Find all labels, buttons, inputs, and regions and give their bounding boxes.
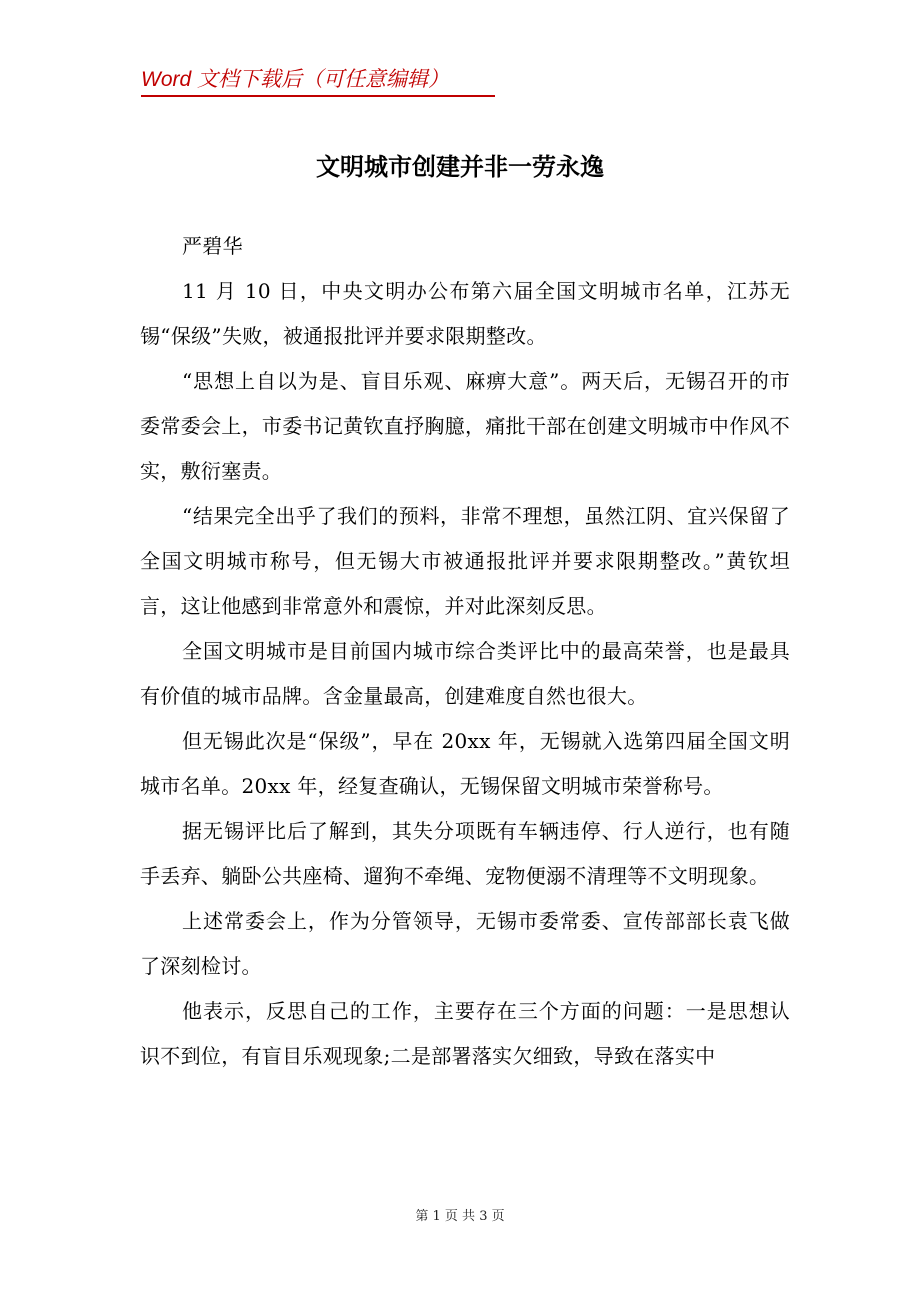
document-title: 文明城市创建并非一劳永逸	[316, 152, 604, 181]
document-body	[140, 224, 790, 1079]
paragraph: 全国文明城市是目前国内城市综合类评比中的最高荣誉，也是最具有价值的城市品牌。含金量最高，创建难度自然也很大。	[140, 639, 790, 708]
paragraph: “思想上自以为是、盲目乐观、麻痹大意”。两天后，无锡召开的市委常委会上，市委书记黄钦直抒胸臆，痛批干部在创建文明城市中作风不实，敷衍塞责。	[140, 369, 790, 483]
paragraph: 他表示，反思自己的工作，主要存在三个方面的问题：一是思想认识不到位，有盲目乐观现象;二是部署落实欠细致，导致在落实中	[140, 999, 790, 1068]
paragraph: “结果完全出乎了我们的预料，非常不理想，虽然江阴、宜兴保留了全国文明城市称号，但无锡大市被通报批评并要求限期整改。”黄钦坦言，这让他感到非常意外和震惊，并对此深刻反思。	[140, 504, 790, 618]
watermark-underline	[141, 95, 495, 97]
paragraph: 11 月 10 日，中央文明办公布第六届全国文明城市名单，江苏无锡“保级”失败，被通报批评并要求限期整改。	[140, 279, 790, 348]
paragraph: 但无锡此次是“保级”，早在 20xx 年，无锡就入选第四届全国文明城市名单。20xx 年，经复查确认，无锡保留文明城市荣誉称号。	[140, 729, 790, 798]
paragraph: 上述常委会上，作为分管领导，无锡市委常委、宣传部部长袁飞做了深刻检讨。	[140, 909, 790, 978]
paragraph: 据无锡评比后了解到，其失分项既有车辆违停、行人逆行，也有随手丢弃、躺卧公共座椅、遛狗不牵绳、宠物便溺不清理等不文明现象。	[140, 819, 790, 888]
download-watermark: Word 文档下载后（可任意编辑）	[141, 68, 450, 91]
author-line: 严碧华	[182, 234, 243, 258]
page-number-footer: 第 1 页 共 3 页	[415, 1209, 505, 1224]
